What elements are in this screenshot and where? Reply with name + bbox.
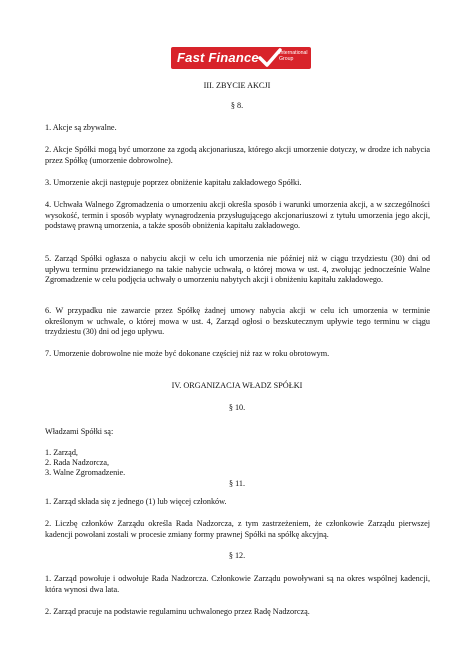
s8-paragraph-3: 3. Umorzenie akcji następuje poprzez obniżenie kapitału zakładowego Spółki. xyxy=(45,178,302,187)
s12-paragraph-1: 1. Zarząd powołuje i odwołuje Rada Nadzorcza. Członkowie Zarządu powoływani są na okres wspólnej kadencji, która wynosi dwa lata. xyxy=(45,574,430,594)
section-11-heading: § 11. xyxy=(228,479,246,488)
s8-paragraph-7: 7. Umorzenie dobrowolne nie może być dokonane częściej niż raz w roku obrotowym. xyxy=(45,349,330,358)
s8-paragraph-2: 2. Akcje Spółki mogą być umorzone za zgodą akcjonariusza, którego akcji umorzenie dotyczy, w drodze ich nabycia przez Spółkę (umorzenie dobrowolne). xyxy=(45,145,430,165)
section-8-heading: § 8. xyxy=(230,101,244,110)
list-item: 2. Rada Nadzorcza, xyxy=(45,458,110,467)
logo-tagline: International Group xyxy=(279,50,308,62)
section-12-heading: § 12. xyxy=(228,551,246,560)
logo-name: Fast Finance xyxy=(177,50,259,65)
company-logo xyxy=(171,47,311,69)
list-item: 1. Zarząd, xyxy=(45,448,78,457)
s8-paragraph-4: 4. Uchwała Walnego Zgromadzenia o umorzeniu akcji określa sposób i warunki umorzenia akcji, a w szczególności wysokość, termin i sposób wypłaty wynagrodzenia przysługującego akcjonariuszowi z tytułu umorzenia jego akcji, podstawę prawną umorzenia, a także sposób obniżenia kapitału zakładowego. xyxy=(45,200,430,231)
s8-paragraph-5: 5. Zarząd Spółki ogłasza o nabyciu akcji w celu ich umorzenia nie później niż w ciągu trzydziestu (30) dni od upływu terminu przewidzianego na takie nabycie uchwałą, o której mowa w ust. 4, zwołując jednocześnie Walne Zgromadzenie w celu podjęcia uchwały o umorzeniu nabytych akcji i obniżeniu kapitału zakładowego. xyxy=(45,254,430,285)
s8-paragraph-1: 1. Akcje są zbywalne. xyxy=(45,123,117,132)
chapter-3-title: III. ZBYCIE AKCJI xyxy=(203,81,271,90)
s12-paragraph-2: 2. Zarząd pracuje na podstawie regulaminu uchwalonego przez Radę Nadzorczą. xyxy=(45,607,310,616)
list-item: 3. Walne Zgromadzenie. xyxy=(45,468,126,477)
chapter-4-title: IV. ORGANIZACJA WŁADZ SPÓŁKI xyxy=(171,381,303,390)
s10-intro: Władzami Spółki są: xyxy=(45,427,114,436)
s8-paragraph-6: 6. W przypadku nie zawarcie przez Spółkę żadnej umowy nabycia akcji w celu ich umorzenia w terminie określonym w uchwale, o której mowa w ust. 4, Zarząd ogłosi o bezskutecznym upływie tego terminu w ciągu trzydziestu (30) dni od jego upływu. xyxy=(45,306,430,337)
s11-paragraph-1: 1. Zarząd składa się z jednego (1) lub więcej członków. xyxy=(45,497,227,506)
section-10-heading: § 10. xyxy=(228,403,246,412)
s11-paragraph-2: 2. Liczbę członków Zarządu określa Rada Nadzorcza, z tym zastrzeżeniem, że członkowie Zarządu pierwszej kadencji powołani zostali w procesie zmiany formy prawnej Spółki na spółkę akcyjną. xyxy=(45,519,430,539)
